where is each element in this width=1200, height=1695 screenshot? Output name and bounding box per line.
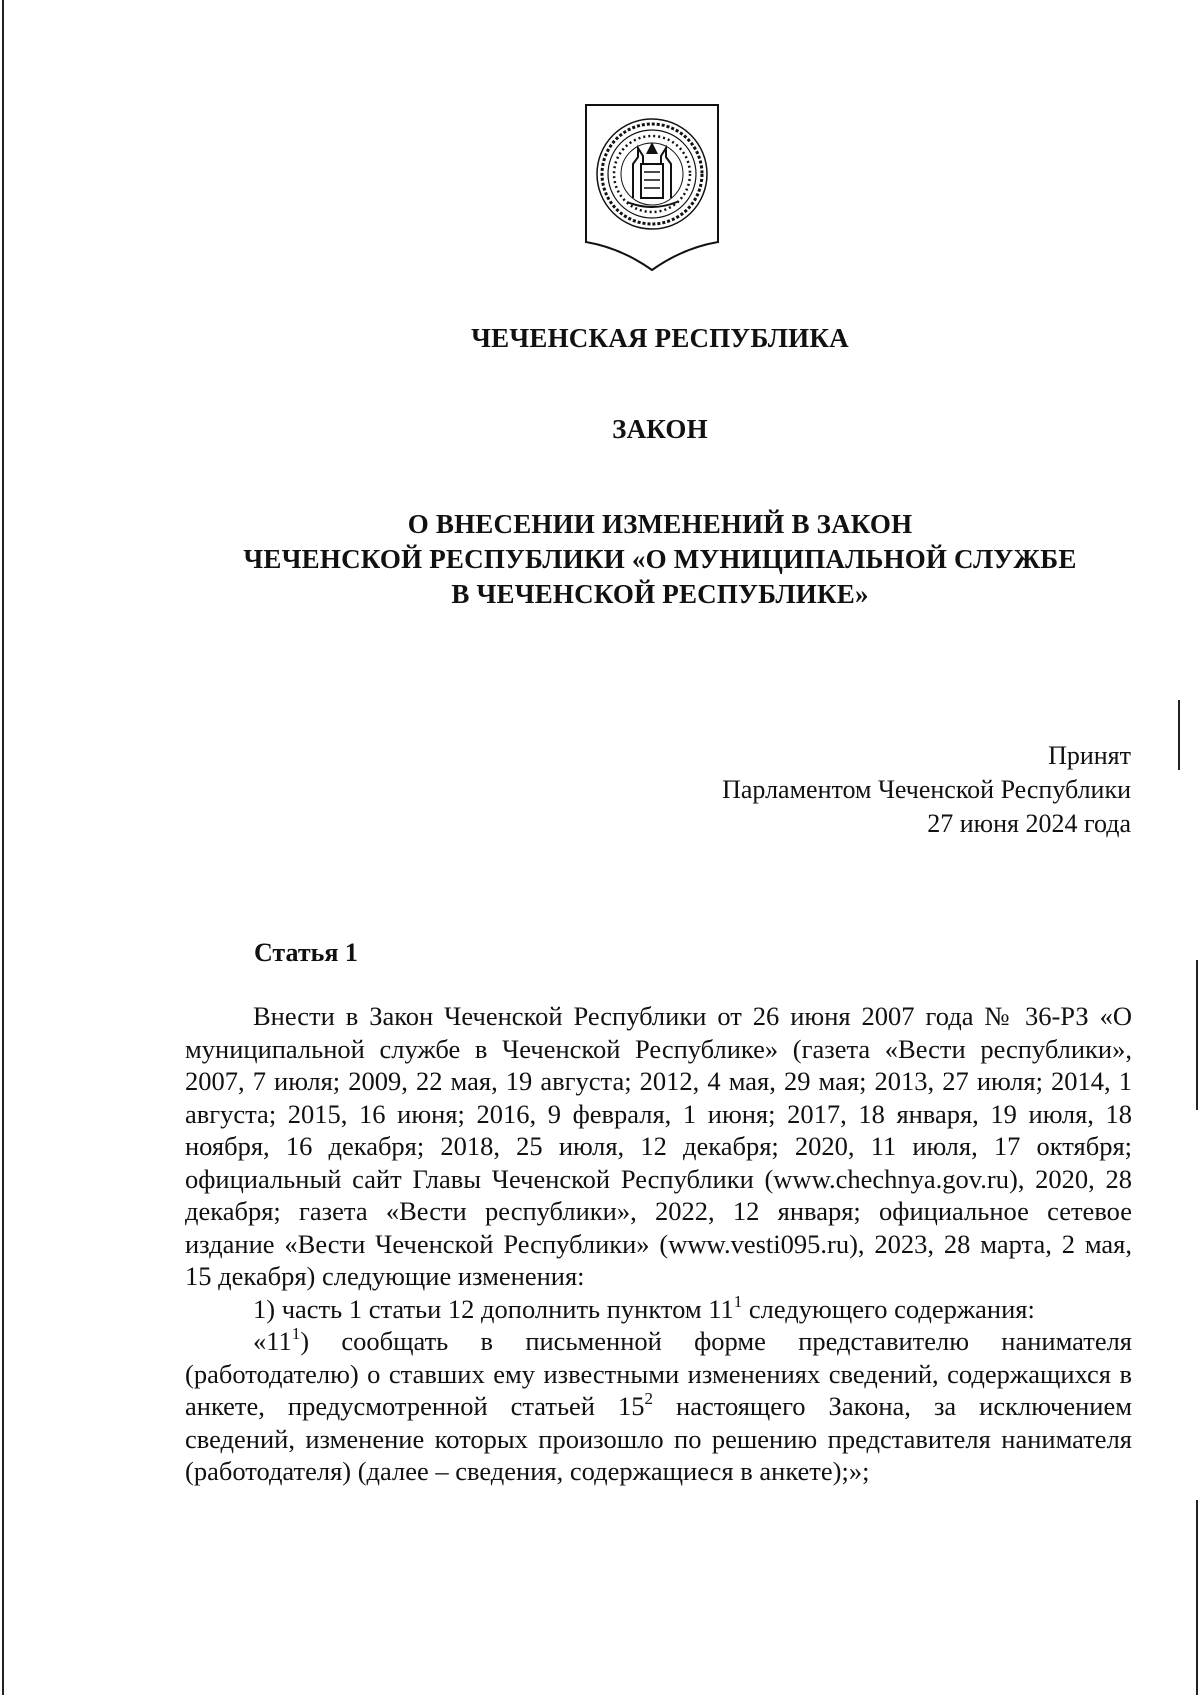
adoption-line-1: Принят <box>1048 741 1131 770</box>
article-quote <box>185 1325 1132 1488</box>
item-1-sup: 1 <box>733 1291 743 1311</box>
scan-edge-left <box>2 0 4 1695</box>
article-intro: Внести в Закон Чеченской Республики от 26 июня 2007 года № 36-РЗ «О муниципальной службе в Чеченской Республике» (газета «Вести республики», 2007, 7 июля; 2009, 22 мая, 19 августа; 2012, 4 мая, 29 мая; 2013, 27 июля; 2014, 1 августа; 2015, 16 июня; 2016, 9 февраля, 1 июня; 2017, 18 января, 19 июля, 18 ноября, 16 декабря; 2018, 25 июля, 12 декабря; 2020, 11 июля, 17 октября; официальный сайт Главы Чеченской Республики (www.chechnya.gov.ru), 2020, 28 декабря; газета «Вести республики», 2022, 12 января; официальное сетевое издание «Вести Чеченской Республики» (www.vesti095.ru), 2023, 28 марта, 2 мая, 15 декабря) следующие изменения: <box>185 1001 1132 1291</box>
quote-open: «11 <box>253 1326 292 1356</box>
article-body <box>185 1000 1132 1488</box>
article-heading: Статья 1 <box>254 938 358 967</box>
article-item-1 <box>185 1293 1132 1326</box>
law-title-line-3: В ЧЕЧЕНСКОЙ РЕСПУБЛИКЕ» <box>451 579 869 609</box>
scan-edge-right-2 <box>1196 960 1198 1110</box>
adoption-date: 27 июня 2024 года <box>927 809 1131 838</box>
quote-sup-2: 2 <box>644 1389 654 1408</box>
quote-sup: 1 <box>291 1324 301 1343</box>
adoption-block <box>722 739 1131 841</box>
law-title-line-2: ЧЕЧЕНСКОЙ РЕСПУБЛИКИ «О МУНИЦИПАЛЬНОЙ СЛУЖБЕ <box>243 544 1077 574</box>
coat-of-arms-icon <box>583 102 721 272</box>
document-type: ЗАКОН <box>612 414 708 444</box>
adoption-line-2: Парламентом Чеченской Республики <box>722 775 1131 804</box>
scan-edge-right-1 <box>1178 700 1180 770</box>
quote-text-end: настоящего Закона, за исключением сведений, изменение которых произошло по решению представителя нанимателя (работодателя) (далее – сведения, содержащиеся в анкете);»; <box>185 1391 1132 1486</box>
item-1-text-end: следующего содержания: <box>742 1293 1035 1324</box>
quote-text: ) сообщать в письменной форме представителю нанимателя (работодателю) о ставших ему известными изменениях сведений, содержащихся в анкете, предусмотренной статьей 15 <box>185 1326 1132 1421</box>
region-title: ЧЕЧЕНСКАЯ РЕСПУБЛИКА <box>471 323 849 353</box>
item-1-text: 1) часть 1 статьи 12 дополнить пунктом 11 <box>253 1293 734 1324</box>
scan-edge-right-3 <box>1196 1500 1198 1695</box>
law-title-line-1: О ВНЕСЕНИИ ИЗМЕНЕНИЙ В ЗАКОН <box>407 509 913 539</box>
